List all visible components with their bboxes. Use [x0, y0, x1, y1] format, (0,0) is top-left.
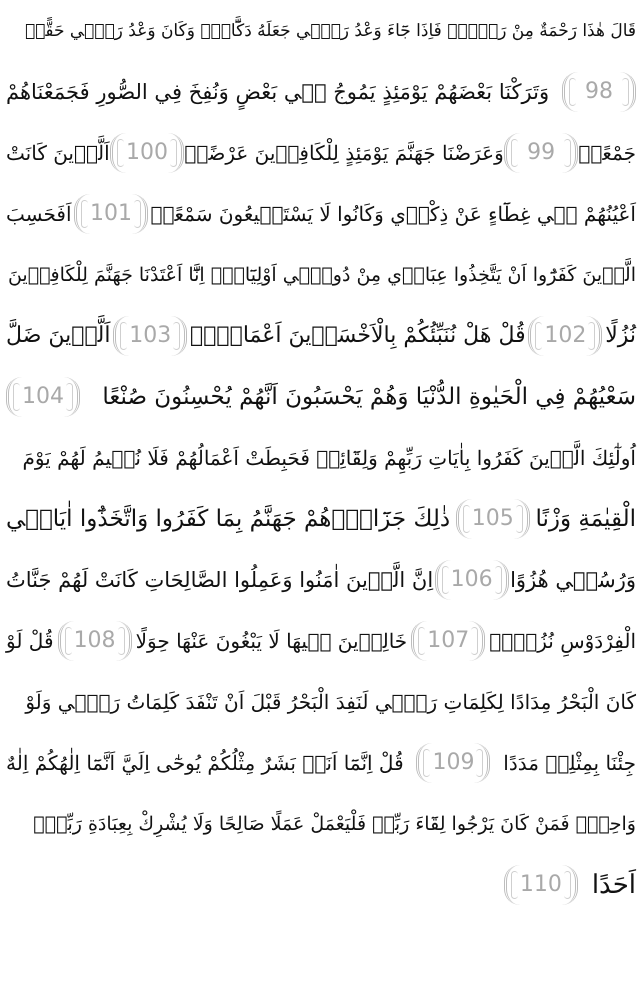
text-line [6, 245, 636, 305]
verse-text: قُلْ لَوْ [6, 629, 54, 653]
text-line [6, 489, 636, 549]
verse-text: اُولٰٓئِكَ الَّذٖينَ كَفَرُوا بِاٰيَاتِ رَبِّهِمْ وَلِقَٓائِهٖ فَحَبِطَتْ اَعْمَالُهُمْ فَلَا نُقٖيمُ لَهُمْ يَوْمَ [22, 446, 636, 470]
verse-text: سَعْيُهُمْ فِي الْحَيٰوةِ الدُّنْيَا وَهُمْ يَحْسَبُونَ اَنَّهُمْ يُحْسِنُونَ صُنْعًا [102, 383, 636, 410]
text-line [6, 611, 636, 671]
text-line [6, 306, 636, 366]
text-line [6, 794, 636, 854]
quran-page [0, 1, 642, 1001]
verse-text: كَانَ الْبَحْرُ مِدَادًا لِكَلِمَاتِ رَبّٖي لَنَفِدَ الْبَحْرُ قَبْلَ اَنْ تَنْفَدَ كَلِمَاتُ رَبّٖي وَلَوْ [25, 690, 636, 714]
verse-text: اَعْيُنُهُمْ فٖي غِطَٓاءٍ عَنْ ذِكْرٖي وَكَانُوا لَا يَسْتَطٖيعُونَ سَمْعًاۚ [150, 202, 636, 226]
verse-text: وَعَرَضْنَا جَهَنَّمَ يَوْمَئِذٍ لِلْكَافِرٖينَ عَرْضًاۙ [184, 141, 504, 165]
text-line [6, 367, 636, 427]
verse-text: جَمْعًاۙ [578, 141, 636, 165]
text-line [6, 855, 636, 915]
verse-text: اَفَحَسِبَ [6, 202, 72, 226]
verse-number-marker: 101 [74, 194, 148, 234]
text-line [6, 62, 636, 122]
text-line [6, 1, 636, 61]
text-line [6, 123, 636, 183]
verse-number-marker: 109 [416, 743, 490, 783]
verse-number-marker: 98 [562, 72, 636, 112]
verse-text: الَّذٖينَ كَفَرُٓوا اَنْ يَتَّخِذُوا عِبَادٖي مِنْ دُونٖٓي اَوْلِيَٓاءَۜ اِنَّٓا اَعْتَدْنَا جَهَنَّمَ لِلْكَافِرٖينَ [7, 263, 636, 286]
verse-text: جِئْنَا بِمِثْلِهٖ مَدَدًا [503, 751, 636, 775]
verse-text: وَاحِدٌۚ فَمَنْ كَانَ يَرْجُوا لِقَٓاءَ رَبِّهٖ فَلْيَعْمَلْ عَمَلًا صَالِحًا وَلَا يُشْرِكْ بِعِبَادَةِ رَبِّهٖٓ [33, 812, 636, 835]
verse-number-marker: 106 [435, 560, 509, 600]
verse-text: الْقِيٰمَةِ وَزْنًا [535, 505, 636, 532]
verse-number-marker: 103 [113, 316, 187, 356]
verse-text: قُلْ اِنَّمَٓا اَنَا۬ بَشَرٌ مِثْلُكُمْ يُوحٰٓى اِلَيَّ اَنَّمَٓا اِلٰهُكُمْ اِلٰهٌ [6, 751, 404, 775]
text-line [6, 550, 636, 610]
verse-text: الْفِرْدَوْسِ نُزُلًاۙ [489, 629, 636, 653]
text-line [6, 184, 636, 244]
verse-number-marker: 100 [110, 133, 184, 173]
verse-number-marker: 105 [456, 499, 530, 539]
verse-text: وَتَرَكْنَا بَعْضَهُمْ يَوْمَئِذٍ يَمُوجُ فٖي بَعْضٍ وَنُفِخَ فِي الصُّورِ فَجَمَعْنَاهُمْ [6, 79, 550, 104]
verse-text: اَلَّذٖينَ كَانَتْ [6, 141, 110, 165]
verse-number-marker: 104 [6, 377, 80, 417]
verse-number-marker: 102 [528, 316, 602, 356]
text-line [6, 733, 636, 793]
verse-number-marker: 110 [504, 865, 578, 905]
verse-text: وَرُسُلٖي هُزُوًا [510, 567, 636, 592]
verse-text: نُزُلًا [605, 323, 636, 348]
verse-text: خَالِدٖينَ فٖيهَا لَا يَبْغُونَ عَنْهَا حِوَلًا [135, 629, 408, 653]
verse-text: اَحَدًا [591, 870, 636, 900]
verse-text: ذٰلِكَ جَزَٓاؤُ۬هُمْ جَهَنَّمُ بِمَا كَفَرُوا وَاتَّخَذُٓوا اٰيَاتٖي [6, 505, 451, 532]
verse-text: قُلْ هَلْ نُنَبِّئُكُمْ بِالْاَخْسَرٖينَ اَعْمَالًاۜ [190, 323, 526, 348]
verse-text: اِنَّ الَّذٖينَ اٰمَنُوا وَعَمِلُوا الصَّالِحَاتِ كَانَتْ لَهُمْ جَنَّاتُ [6, 567, 434, 592]
verse-number-marker: 99 [504, 133, 578, 173]
verse-number-marker: 107 [411, 621, 485, 661]
text-line [6, 672, 636, 732]
text-line [6, 428, 636, 488]
verse-number-marker: 108 [58, 621, 132, 661]
verse-text: قَالَ هٰذَا رَحْمَةٌ مِنْ رَبّٖيۚ فَاِذَا جَٓاءَ وَعْدُ رَبّٖي جَعَلَهُ دَكَّٓاءَۚ وَكَانَ وَعْدُ رَبّٖي حَقًّاۜ [24, 20, 636, 41]
verse-text: اَلَّذٖينَ ضَلَّ [6, 323, 111, 348]
